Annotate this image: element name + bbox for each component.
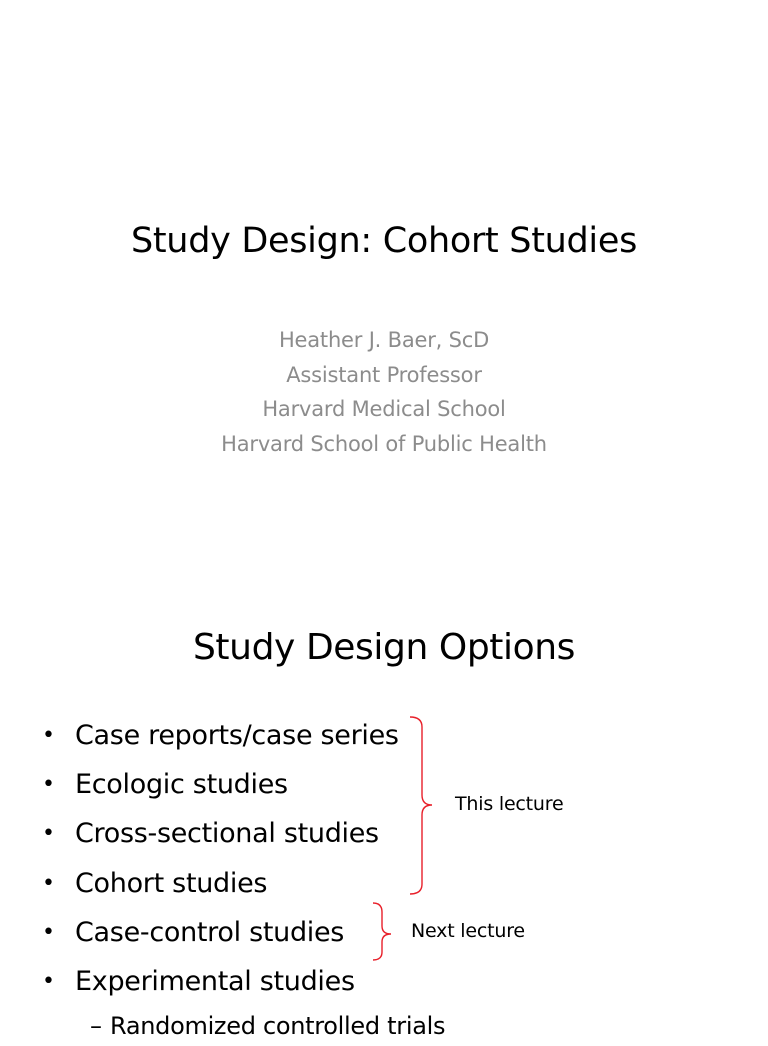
slide-subtitle [0, 323, 768, 461]
bullet-item [42, 760, 445, 809]
author-affiliation-1: Harvard Medical School [262, 397, 506, 421]
bullet-item [42, 711, 445, 760]
bullet-item [42, 809, 445, 858]
author-position: Assistant Professor [286, 362, 482, 387]
bullet-text: Ecologic studies [75, 769, 288, 801]
options-slide [0, 540, 768, 1041]
author-name: Heather J. Baer, ScD [278, 328, 490, 352]
bullet-text: Case-control studies [75, 916, 345, 948]
sub-bullet-item [42, 1006, 445, 1046]
bullet-item [42, 908, 445, 957]
next-lecture-label: Next lecture [411, 920, 525, 942]
slide-title: Study Design Options [192, 627, 576, 668]
bullet-icon: • [42, 723, 55, 748]
bullet-text: Experimental studies [75, 965, 355, 997]
bullet-text: Case reports/case series [75, 720, 399, 751]
bullet-list [42, 711, 445, 1046]
bullet-item [42, 859, 445, 908]
this-lecture-label: This lecture [455, 793, 564, 815]
bullet-icon: • [42, 772, 55, 798]
bullet-icon: • [42, 968, 55, 994]
bullet-text: Cohort studies [75, 867, 268, 899]
dash-icon: – [90, 1012, 102, 1041]
bullet-item [42, 957, 445, 1006]
sub-bullet-text: Randomized controlled trials [110, 1012, 446, 1041]
bullet-icon: • [42, 870, 55, 896]
bullet-icon: • [42, 821, 55, 847]
bullet-icon: • [42, 919, 55, 945]
bullet-text: Cross-sectional studies [75, 818, 379, 850]
author-affiliation-2: Harvard School of Public Health [221, 431, 547, 456]
slide-title: Study Design: Cohort Studies [130, 221, 638, 261]
